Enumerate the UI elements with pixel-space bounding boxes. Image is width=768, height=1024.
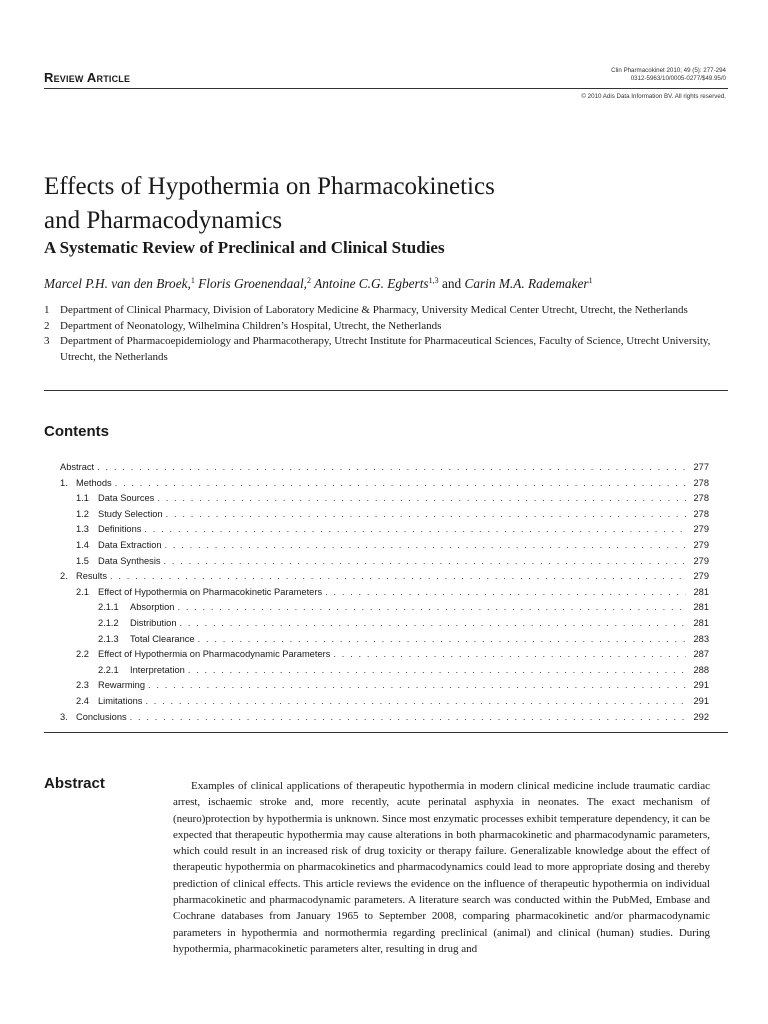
toc-entry-label: Effect of Hypothermia on Pharmacodynamic Parameters	[98, 649, 331, 660]
author-affiliation-mark: 1	[190, 276, 195, 285]
toc-entry-page: 279	[693, 555, 709, 566]
author-affiliation-mark: 2	[307, 276, 312, 285]
author-name: Floris Groenendaal,	[198, 276, 308, 291]
affiliation-text: Department of Pharmacoepidemiology and Pharmacotherapy, Utrecht Institute for Pharmaceutical Sciences, Faculty of Science, Utrecht University, Utrecht, the Netherlands	[60, 335, 711, 363]
author-conjunction: and	[441, 276, 462, 291]
toc-entry-page: 281	[693, 602, 709, 613]
toc-leader-dots	[165, 538, 686, 554]
toc-entry-label: Interpretation	[130, 664, 185, 675]
toc-leader-dots	[180, 616, 686, 632]
title-line-1: Effects of Hypothermia on Pharmacokinetics	[44, 173, 495, 200]
affiliation-list	[44, 303, 724, 365]
toc-entry-page: 287	[693, 649, 709, 660]
toc-entry-label: Rewarming	[98, 680, 146, 691]
toc-entry-number: 3.	[60, 711, 68, 722]
author-name: Antoine C.G. Egberts	[314, 276, 429, 291]
author-affiliation-mark: 1,3	[428, 276, 439, 285]
toc-entry-number: 2.3	[76, 680, 89, 691]
toc-entry-label: Distribution	[130, 617, 177, 628]
toc-leader-dots	[115, 476, 686, 492]
citation-issn-line: 0312-5963/10/0005-0277/$49.95/0	[630, 74, 726, 82]
toc-leader-dots	[333, 647, 686, 663]
toc-entry[interactable]	[60, 476, 709, 492]
toc-entry-page: 277	[693, 462, 709, 472]
toc-entry[interactable]	[60, 663, 709, 679]
citation-line: Clin Pharmacokinet 2010; 49 (5): 277-294	[611, 67, 726, 74]
copyright-notice: © 2010 Adis Data Information BV. All rights reserved.	[581, 93, 726, 100]
affiliation-text: Department of Neonatology, Wilhelmina Children’s Hospital, Utrecht, the Netherlands	[60, 319, 442, 332]
toc-entry-number: 2.2	[76, 649, 89, 660]
toc-entry-label: Study Selection	[98, 508, 163, 519]
toc-leader-dots	[164, 554, 686, 570]
toc-entry-page: 279	[693, 524, 709, 535]
toc-entry[interactable]	[60, 647, 709, 663]
toc-entry-page: 281	[693, 586, 709, 597]
toc-entry-number: 1.5	[76, 555, 89, 566]
toc-entry-number: 1.1	[76, 493, 89, 504]
toc-entry-label: Data Extraction	[98, 539, 162, 550]
toc-entry[interactable]	[60, 460, 709, 476]
toc-entry-label: Data Synthesis	[98, 555, 161, 566]
affiliation-item	[44, 319, 724, 335]
toc-entry[interactable]	[60, 632, 709, 648]
toc-entry-page: 278	[693, 508, 709, 519]
toc-entry[interactable]	[60, 694, 709, 710]
toc-leader-dots	[110, 569, 686, 585]
toc-entry-page: 292	[693, 711, 709, 722]
toc-leader-dots	[188, 663, 686, 679]
toc-entry-number: 1.4	[76, 539, 89, 550]
affiliation-text: Department of Clinical Pharmacy, Division of Laboratory Medicine & Pharmacy, University Medical Center Utrecht, Utrecht, the Netherlands	[60, 304, 688, 316]
title-block-rule	[44, 390, 728, 391]
toc-entry-page: 288	[693, 664, 709, 675]
toc-leader-dots	[166, 507, 686, 523]
toc-leader-dots	[144, 522, 686, 538]
affiliation-number: 3	[44, 335, 50, 347]
toc-entry[interactable]	[60, 538, 709, 554]
toc-entry-label: Data Sources	[98, 493, 155, 504]
toc-entry-number: 2.4	[76, 695, 89, 706]
toc-entry-number: 1.	[60, 477, 68, 488]
toc-entry[interactable]	[60, 507, 709, 523]
toc-entry[interactable]	[60, 585, 709, 601]
toc-entry-label: Total Clearance	[130, 633, 195, 644]
abstract-text: Examples of clinical applications of therapeutic hypothermia in modern clinical medicine include traumatic cardiac arrest, ischaemic stroke and, more recently, acute perinatal asphyxia in neonates. The exact mechanism of (neuro)protection by hypothermia is unknown. Since most enzymatic processes exhibit temperature dependency, it can be expected that therapeutic hypothermia may cause alterations in both pharmacokinetic and pharmacodynamic parameters, which could result in an increased risk of drug toxicity or therapy failure. Generalizable knowledge about the effect of therapeutic hypothermia on pharmacokinetics and pharmacodynamics could lead to more appropriate dosing and thereby prediction of clinical effects. This article reviews the evidence on the influence of therapeutic hypothermia on individual pharmacokinetic and pharmacodynamic parameters. A literature search was conducted within the PubMed, Embase and Cochrane databases from January 1965 to September 2008, comparing pharmacokinetic and/or pharmacodynamic parameters in hypothermia and normothermia regarding preclinical (animal) and clinical (human) studies. During hypothermia, pharmacokinetic parameters alter, resulting in drug and	[173, 780, 710, 955]
article-subtitle: A Systematic Review of Preclinical and Clinical Studies	[44, 238, 445, 257]
toc-leader-dots	[325, 585, 686, 601]
toc-entry-number: 2.1.3	[98, 633, 119, 644]
toc-entry-page: 278	[693, 477, 709, 488]
toc-entry[interactable]	[60, 710, 709, 726]
author-name: Carin M.A. Rademaker	[464, 276, 589, 291]
toc-leader-dots	[157, 491, 686, 507]
toc-entry-number: 2.	[60, 571, 68, 582]
toc-entry-label: Absorption	[130, 602, 175, 613]
toc-entry-page: 281	[693, 617, 709, 628]
toc-entry-label: Abstract	[60, 462, 95, 472]
affiliation-item	[44, 303, 724, 319]
toc-entry-number: 2.1.2	[98, 617, 119, 628]
author-name: Marcel P.H. van den Broek,	[44, 276, 191, 291]
toc-entry-label: Conclusions	[76, 711, 127, 722]
table-of-contents	[60, 460, 709, 725]
toc-leader-dots	[130, 710, 686, 726]
citation-block	[526, 67, 726, 83]
toc-entry-page: 283	[693, 633, 709, 644]
title-line-2: and Pharmacodynamics	[44, 207, 283, 234]
toc-entry-number: 2.1.1	[98, 602, 119, 613]
toc-entry[interactable]	[60, 600, 709, 616]
toc-entry[interactable]	[60, 678, 709, 694]
affiliation-number: 1	[44, 304, 50, 316]
author-list	[44, 276, 724, 292]
toc-leader-dots	[97, 460, 686, 476]
toc-entry-page: 279	[693, 539, 709, 550]
toc-entry-page: 278	[693, 493, 709, 504]
article-title	[44, 170, 724, 238]
toc-entry-label: Limitations	[98, 695, 143, 706]
affiliation-number: 2	[44, 319, 50, 332]
toc-leader-dots	[177, 600, 686, 616]
contents-heading: Contents	[44, 423, 109, 440]
toc-entry-page: 291	[693, 680, 709, 691]
toc-entry-number: 2.1	[76, 586, 89, 597]
affiliation-item	[44, 334, 724, 365]
toc-entry[interactable]	[60, 554, 709, 570]
header-rule	[44, 88, 728, 89]
toc-entry[interactable]	[60, 522, 709, 538]
toc-entry[interactable]	[60, 491, 709, 507]
contents-rule	[44, 732, 728, 733]
toc-entry-label: Results	[76, 571, 108, 582]
toc-entry[interactable]	[60, 616, 709, 632]
toc-entry-label: Methods	[76, 477, 112, 488]
toc-leader-dots	[148, 678, 686, 694]
toc-entry[interactable]	[60, 569, 709, 585]
running-head: Review Article	[44, 70, 131, 85]
toc-entry-number: 2.2.1	[98, 664, 119, 675]
toc-entry-page: 291	[693, 695, 709, 706]
toc-leader-dots	[145, 694, 686, 710]
toc-entry-page: 279	[693, 571, 709, 582]
toc-entry-label: Effect of Hypothermia on Pharmacokinetic Parameters	[98, 586, 323, 597]
toc-entry-label: Definitions	[98, 524, 142, 535]
author-affiliation-mark: 1	[588, 276, 593, 285]
toc-leader-dots	[198, 632, 686, 648]
toc-entry-number: 1.3	[76, 524, 89, 535]
toc-entry-number: 1.2	[76, 508, 89, 519]
abstract-heading: Abstract	[44, 775, 105, 792]
